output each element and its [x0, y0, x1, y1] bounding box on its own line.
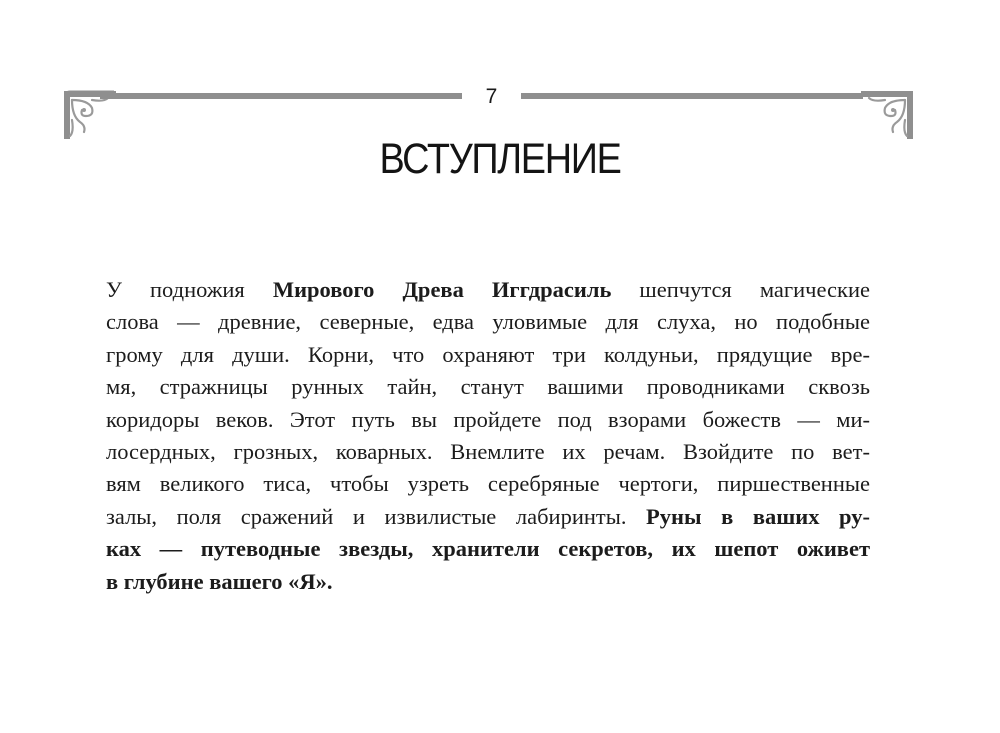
bold-text-run: в глубине вашего «Я». [106, 568, 333, 594]
paragraph-line [106, 501, 870, 533]
paragraph-line [106, 468, 870, 500]
text-run: лосердных, грозных, коварных. Внемлите их речам. Взойдите по вет- [106, 439, 870, 465]
text-run: залы, поля сражений и извилистые лабиринты. [106, 503, 647, 529]
paragraph-line [106, 436, 870, 468]
header-rule-right [521, 93, 863, 99]
text-run: вям великого тиса, чтобы узреть серебряные чертоги, пиршественные [106, 471, 870, 497]
bold-text-run: ках — путеводные звезды, хранители секретов, их шепот оживет [106, 536, 870, 562]
text-run: мя, стражницы рунных тайн, станут вашими проводниками сквозь [106, 374, 870, 400]
paragraph-line [106, 274, 870, 306]
intro-paragraph [106, 274, 870, 598]
text-run: коридоры веков. Этот путь вы пройдете под взорами божеств — ми- [106, 406, 870, 432]
text-run: слова — древние, северные, едва уловимые для слуха, но подобные [106, 309, 870, 335]
bold-text-run: Мирового Древа Иггдрасиль [272, 277, 612, 302]
text-run: шепчутся магические [611, 277, 870, 302]
header-rule-left [100, 93, 462, 99]
paragraph-line [106, 533, 870, 565]
paragraph-line [106, 404, 870, 436]
text-run: У подножия [106, 277, 273, 302]
page-number: 7 [485, 85, 498, 108]
paragraph-line [106, 371, 870, 403]
paragraph-line [106, 339, 870, 371]
paragraph-line [106, 566, 870, 598]
text-run: грому для души. Корни, что охраняют три колдуньи, прядущие вре- [106, 341, 870, 367]
bold-text-run: Руны в ваших ру- [646, 503, 870, 529]
chapter-title: ВСТУПЛЕНИЕ [379, 135, 621, 183]
paragraph-line [106, 306, 870, 338]
